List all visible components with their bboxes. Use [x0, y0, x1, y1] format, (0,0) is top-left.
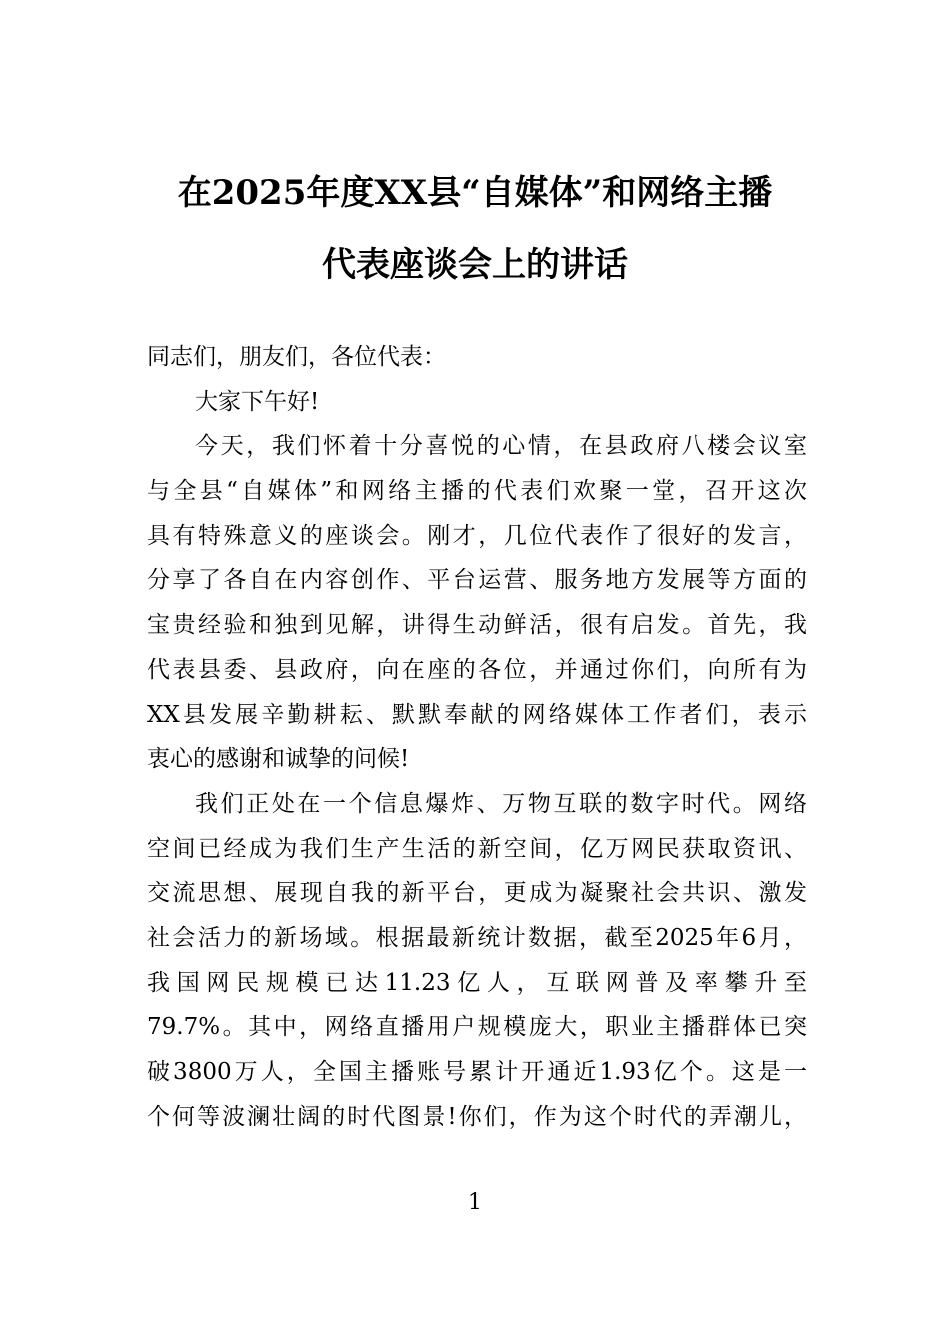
paragraph-line: 代表县委、县政府，向在座的各位，并通过你们，向所有为 — [147, 656, 807, 683]
paragraph-line: 社会活力的新场域。根据最新统计数据，截至2025年6月， — [147, 924, 807, 951]
document-title-line-2: 代表座谈会上的讲话 — [322, 245, 628, 285]
paragraph-line: 我们正处在一个信息爆炸、万物互联的数字时代。网络 — [195, 790, 807, 817]
paragraph-line: 破3800万人，全国主播账号累计开通近1.93亿个。这是一 — [147, 1059, 807, 1085]
paragraph-line: 大家下午好! — [195, 388, 320, 415]
document-title-line-1: 在2025年度XX县“自媒体”和网络主播 — [177, 173, 773, 213]
paragraph-line: 分享了各自在内容创作、平台运营、服务地方发展等方面的 — [147, 567, 807, 594]
paragraph-line: 今天，我们怀着十分喜悦的心情，在县政府八楼会议室 — [195, 433, 807, 460]
salutation: 同志们，朋友们，各位代表： — [147, 344, 446, 370]
paragraph-line: 我国网民规模已达11.23亿人，互联网普及率攀升至 — [147, 969, 807, 996]
paragraph-line: 空间已经成为我们生产生活的新空间，亿万网民获取资讯、 — [147, 835, 807, 862]
paragraph-line: 衷心的感谢和诚挚的问候! — [147, 746, 410, 773]
paragraph-line: 个何等波澜壮阔的时代图景!你们，作为这个时代的弄潮儿， — [147, 1103, 807, 1130]
document-body — [147, 340, 807, 1144]
paragraph-line: 与全县“自媒体”和网络主播的代表们欢聚一堂，召开这次 — [147, 478, 807, 505]
paragraph-line: 交流思想、展现自我的新平台，更成为凝聚社会共识、激发 — [147, 880, 807, 907]
paragraph-line: XX县发展辛勤耕耘、默默奉献的网络媒体工作者们，表示 — [147, 701, 807, 728]
paragraph-line: 宝贵经验和独到见解，讲得生动鲜活，很有启发。首先，我 — [147, 612, 807, 639]
paragraph-line: 具有特殊意义的座谈会。刚才，几位代表作了很好的发言， — [147, 522, 807, 549]
page-number: 1 — [468, 1190, 482, 1215]
paragraph-line: 79.7%。其中，网络直播用户规模庞大，职业主播群体已突 — [147, 1014, 807, 1041]
paragraphs — [147, 385, 807, 1145]
